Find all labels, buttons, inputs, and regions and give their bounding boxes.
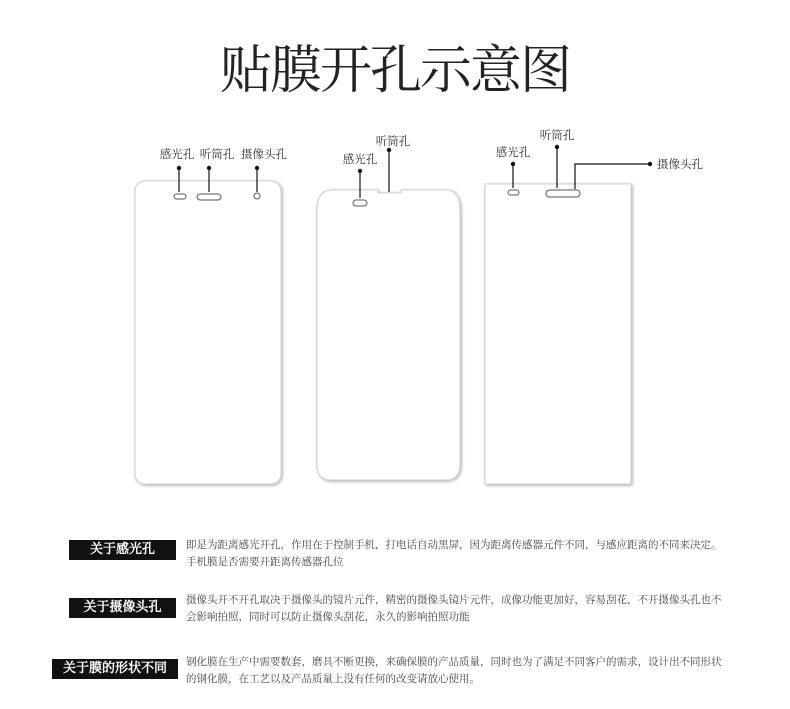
description-line: 会影响拍照，同时可以防止摄像头刮花，永久的影响拍照功能 <box>186 611 470 623</box>
film-diagram-2 <box>317 134 460 480</box>
earpiece-hole-label: 听筒孔 <box>539 128 575 142</box>
camera-hole-description <box>186 592 746 626</box>
earpiece-hole-label: 听筒孔 <box>375 134 411 148</box>
earpiece-hole-label: 听筒孔 <box>199 147 235 161</box>
description-line: 手机膜是否需要开距离传感器孔位 <box>186 556 344 568</box>
film-outline <box>485 184 631 484</box>
sensor-hole <box>508 190 519 195</box>
camera-hole-label: 摄像头孔 <box>241 147 287 161</box>
camera-hole-label: 摄像头孔 <box>657 157 703 171</box>
camera-hole-tag: 关于摄像头孔 <box>69 598 176 618</box>
sensor-hole-label: 感光孔 <box>159 147 195 161</box>
earpiece-hole <box>546 190 580 197</box>
description-line: 摄像头开不开孔取决于摄像头的镜片元件，精密的摄像头镜片元件，成像功能更加好，容易刮花，不开摄像头孔也不 <box>186 594 722 606</box>
film-diagram-1 <box>135 147 287 484</box>
description-line: 钢化膜在生产中需要数套，磨具不断更换，来确保膜的产品质量，同时也为了满足不同客户的需求，设计出不同形状 <box>186 656 722 668</box>
sensor-hole <box>174 194 186 199</box>
page-title: 贴膜开孔示意图 <box>219 41 570 101</box>
sensor-hole <box>353 200 367 206</box>
description-line: 的钢化膜，在工艺以及产品质量上没有任何的改变请放心使用。 <box>186 673 480 685</box>
description-line: 即是为距离感光开孔，作用在于控制手机，打电话自动黑屏，因为距离传感器元件不同，与感应距离的不同来决定。 <box>186 539 722 551</box>
earpiece-hole <box>197 194 221 200</box>
sensor-hole-label: 感光孔 <box>342 152 378 166</box>
film-outline <box>135 181 281 484</box>
film-shape-tag: 关于膜的形状不同 <box>52 659 178 679</box>
film-outline <box>317 190 460 480</box>
film-shape-description <box>186 654 746 688</box>
film-diagram-3 <box>485 128 703 484</box>
sensor-hole-tag: 关于感光孔 <box>69 540 176 560</box>
camera-hole <box>254 193 260 199</box>
sensor-hole-label: 感光孔 <box>495 145 531 159</box>
sensor-hole-description <box>186 537 746 571</box>
